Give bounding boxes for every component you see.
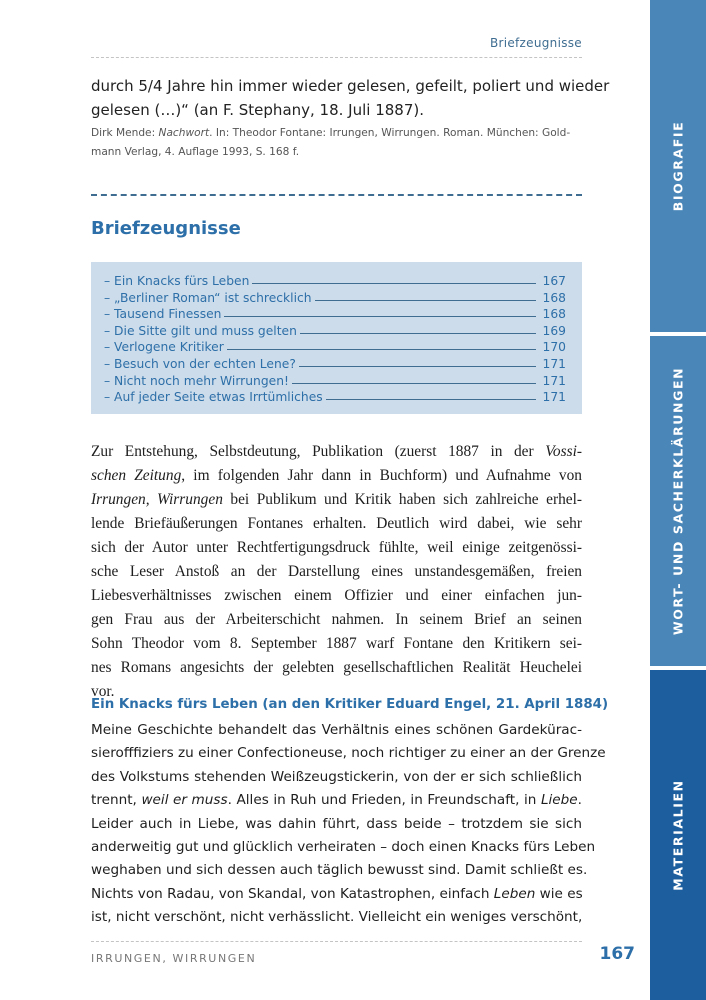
intro-line: nes Romans angesichts der gelebten gesellschaftlichen Realität Heuchelei [91, 659, 582, 676]
header-divider [91, 57, 582, 58]
intro-line: vor. [91, 683, 115, 700]
letter-line: des Volkstums stehenden Weißzeugstickerin, von der er sich schließlich [91, 768, 582, 785]
letter-heading: Ein Knacks fürs Leben (an den Kritiker Eduard Engel, 21. April 1884) [91, 697, 609, 712]
section-title: Briefzeugnisse [91, 218, 241, 239]
source-citation-line-2: mann Verlag, 4. Auflage 1993, S. 168 f. [91, 146, 300, 158]
toc-item-title: – Auf jeder Seite etwas Irrtümliches [104, 390, 323, 405]
side-tab-biografie[interactable] [650, 0, 706, 332]
letter-text: Nichts von Radau, von Skandal, von Katastrophen, einfach [91, 885, 494, 902]
letter-line [91, 789, 582, 812]
toc-leader-line [299, 366, 536, 367]
source-author: Dirk Mende: [91, 127, 159, 139]
toc-item[interactable] [104, 337, 566, 354]
toc-item[interactable] [104, 387, 566, 404]
letter-line: sierofffiziers zu einer Confectioneuse, noch richtiger zu einer an der Grenze [91, 745, 606, 762]
intro-line [91, 464, 582, 488]
intro-text-italic: Vossi- [545, 443, 582, 460]
toc-item-page: 171 [542, 390, 566, 405]
toc-item-page: 167 [542, 274, 566, 288]
intro-text-italic: schen Zeitung [91, 467, 182, 484]
toc-item[interactable] [104, 304, 566, 321]
letter-line [91, 883, 582, 906]
quote-line-1: durch 5/4 Jahre hin immer wieder gelesen, gefeilt, poliert und wieder [91, 77, 610, 95]
toc-leader-line [315, 300, 536, 301]
letter-line: weghaben und sich dessen auch täglich bewusst sind. Damit schließt es. [91, 862, 588, 879]
quote-line-2: gelesen (…)“ (an F. Stephany, 18. Juli 1887). [91, 101, 425, 119]
side-tab-materialien[interactable] [650, 670, 706, 1000]
footer-book-title: IRRUNGEN, WIRRUNGEN [91, 952, 257, 965]
toc-item-title: – Verlogene Kritiker [104, 340, 224, 355]
toc-leader-line [227, 349, 536, 350]
toc-item[interactable] [104, 371, 566, 388]
toc-item[interactable] [104, 321, 566, 338]
letter-text: wie es [535, 885, 583, 902]
intro-line: sche Leser Anstoß an der Darstellung eines unstandesgemäßen, freien [91, 563, 582, 580]
intro-line: Liebesverhältnisses zwischen einem Offizier und einer einfachen jun- [91, 587, 582, 604]
toc-leader-line [224, 316, 536, 317]
toc-item-title: – Tausend Finessen [104, 307, 222, 322]
toc-item-page: 169 [542, 323, 566, 338]
toc-item-title: – Die Sitte gilt und muss gelten [104, 323, 297, 338]
section-divider [91, 194, 582, 196]
side-tab-wort-und-sacherklaerungen[interactable] [650, 336, 706, 666]
toc-leader-line [326, 399, 536, 400]
toc-item-page: 171 [542, 373, 566, 388]
letter-text: . Alles in Ruh und Frieden, in Freundschaft, in [227, 792, 541, 809]
running-header: Briefzeugnisse [489, 36, 582, 50]
toc-item-title: – Ein Knacks fürs Leben [104, 274, 250, 288]
source-citation-line-1 [91, 124, 570, 143]
toc-leader-line [292, 383, 536, 384]
toc-item-page: 168 [542, 290, 566, 305]
footer-divider [91, 941, 582, 942]
toc-box [91, 262, 582, 414]
letter-text-italic: Liebe [540, 792, 578, 809]
letter-text: . [577, 792, 582, 809]
side-tab-label: BIOGRAFIE [670, 120, 686, 212]
page-number: 167 [599, 944, 635, 964]
toc-leader-line [252, 283, 536, 284]
intro-line: sich der Autor unter Rechtfertigungsdruck fühlte, weil einige zeitgenössi- [91, 539, 582, 556]
side-tab-label: WORT- UND SACHERKLÄRUNGEN [670, 366, 686, 636]
intro-text-italic: Irrungen, Wirrungen [91, 491, 223, 508]
letter-line: ist, nicht verschönt, nicht verhässlicht. Vielleicht ein weniges verschönt, [91, 909, 583, 926]
intro-text: bei Publikum und Kritik haben sich zahlreiche erhel- [222, 491, 583, 508]
letter-text-italic: Leben [493, 885, 536, 902]
toc-item-title: – Besuch von der echten Lene? [104, 357, 296, 371]
intro-line: lende Briefäußerungen Fontanes erhalten. Deutlich wird dabei, wie sehr [91, 515, 582, 532]
intro-line [91, 440, 582, 464]
intro-text: , im folgenden Jahr dann in Buchform) und Aufnahme von [181, 467, 582, 484]
toc-item[interactable] [104, 271, 566, 288]
intro-line: gen Frau aus der Arbeiterschicht nahmen. In seinem Brief an seinen [91, 611, 582, 628]
source-work-title: Nachwort [158, 127, 210, 139]
intro-line [91, 488, 582, 512]
letter-line: Leider auch in Liebe, was dahin führt, dass beide – trotzdem sie sich [91, 815, 582, 832]
toc-leader-line [300, 333, 536, 334]
toc-item[interactable] [104, 288, 566, 305]
intro-line: Sohn Theodor vom 8. September 1887 warf Fontane den Kritikern sei- [91, 635, 582, 652]
toc-item-title: – Nicht noch mehr Wirrungen! [104, 373, 289, 388]
side-tab-label: MATERIALIEN [670, 779, 686, 891]
source-details: . In: Theodor Fontane: Irrungen, Wirrungen. Roman. München: Gold- [209, 127, 571, 139]
letter-line: Meine Geschichte behandelt das Verhältnis eines schönen Gardekürас- [91, 722, 582, 738]
intro-text: Zur Entstehung, Selbstdeutung, Publikation (zuerst 1887 in der [91, 443, 546, 460]
toc-item-page: 170 [542, 340, 566, 355]
toc-item[interactable] [104, 354, 566, 371]
letter-line: anderweitig gut und glücklich verheiraten – doch einen Knacks fürs Leben [91, 839, 596, 855]
letter-text: trennt, [91, 792, 142, 809]
toc-item-title: – „Berliner Roman“ ist schrecklich [104, 290, 312, 305]
letter-text-italic: weil er muss [141, 792, 228, 809]
toc-item-page: 168 [542, 307, 566, 322]
toc-item-page: 171 [542, 357, 566, 371]
